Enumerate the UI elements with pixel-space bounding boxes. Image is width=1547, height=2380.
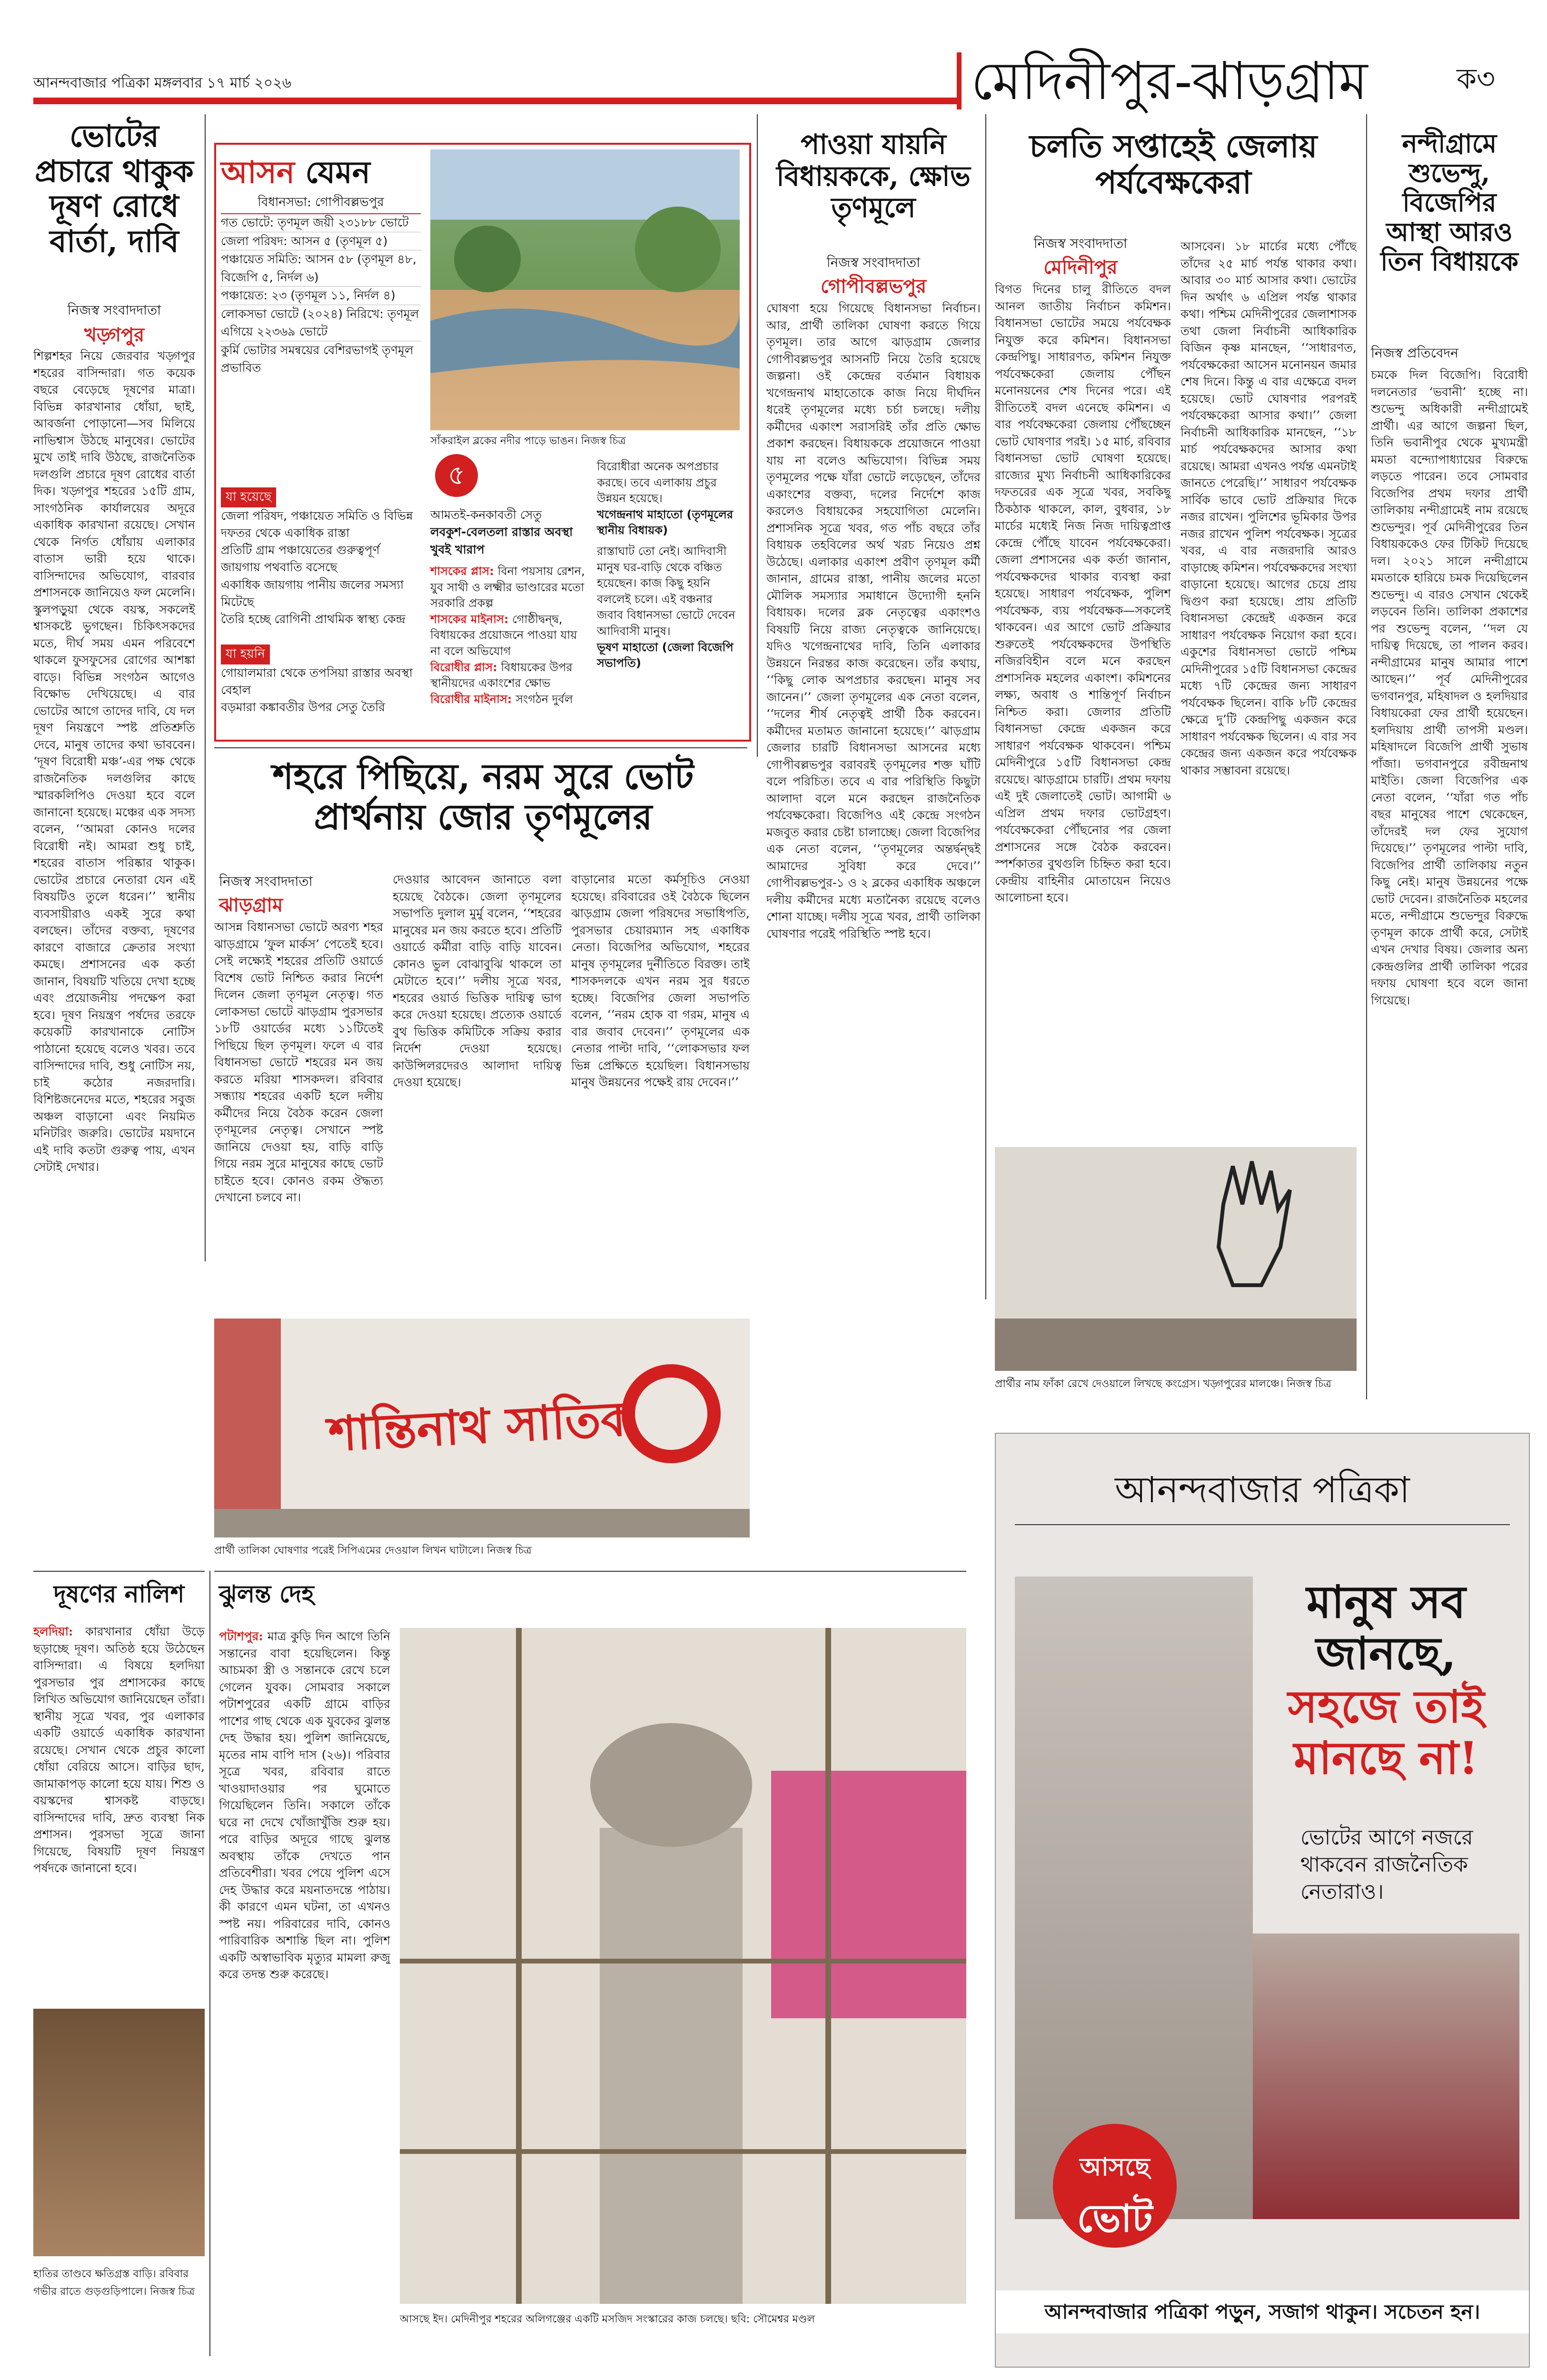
asan-done-label: যা হয়েছে xyxy=(221,487,276,507)
tree-shape xyxy=(635,207,721,292)
asan-done-list xyxy=(221,487,421,628)
story6-body-wrap xyxy=(33,1623,205,1994)
ad-crowd-photo xyxy=(1253,1934,1519,2219)
story3-byline: নিজস্ব সংবাদদাতা xyxy=(1033,236,1128,251)
asan-done-item: তৈরি হচ্ছে রোগিনী প্রাথমিক স্বাস্থ্য কেন্দ্র xyxy=(221,612,406,626)
asan-opinions xyxy=(430,564,587,707)
cpim-wall-photo xyxy=(214,1319,750,1537)
asan-riverbank-photo xyxy=(430,149,740,430)
asan-opinion xyxy=(430,564,587,612)
story2-dateline: গোপীবল্লভপুর xyxy=(820,275,927,298)
story4-body: চমকে দিল বিজেপি। বিরোধী দলনেতার ‘ভবানী’ হচ্ছে না। শুভেন্দু অধিকারী নন্দীগ্রামেই প্রার্থী। এর আগে জল্পনা ছিল, তিনি ভবানীপুর থেকে মুখ্যমন্ত্রী মমতা বন্দ্যোপাধ্যায়ের বিরুদ্ধে লড়তে পারেন। তবে সোমবার বিজেপির প্রথম দফার প্রার্থী তালিকায় নন্দীগ্রামেই নাম রয়েছে শুভেন্দুর। পূর্ব মেদিনীপুরের তিন বিধায়ককেও ফের টিকিট দিয়েছে দল। ২০২১ সালে নন্দীগ্রামে মমতাকে হারিয়ে চমক দিয়েছিলেন শুভেন্দু। এ বারও সেখান থেকেই লড়বেন তিনি। তালিকা প্রকাশের পর শুভেন্দু বলেন, ‘‘দল যে দায়িত্ব দিয়েছে, তা পালন করব। নন্দীগ্রামের মানুষ আমার পাশে আছেন।’’ পূর্ব মেদিনীপুরের ভগবানপুর, মহিষাদল ও হলদিয়ার বিধায়কেরা ফের প্রার্থী হয়েছেন। হলদিয়ায় প্রার্থী তাপসী মণ্ডল। মহিষাদলে বিজেপি প্রার্থী সুভাষ পাঁজা। ভগবানপুরে রবীন্দ্রনাথ মাইতি। জেলা বিজেপির এক নেতা বলেন, ‘‘যাঁরা গত পাঁচ বছর মানুষের পাশে থেকেছেন, তাঁদেরই দল ফের সুযোগ দিয়েছে।’’ তৃণমূলের পাল্টা দাবি, বিজেপির প্রার্থী তালিকায় নতুন কিছু নেই। মানুষ উন্নয়নের পক্ষে ভোট দেবেন। রাজনৈতিক মহলের মতে, নন্দীগ্রামে শুভেন্দুর বিরুদ্ধে তৃণমূল কাকে প্রার্থী করে, সেটাই এখন দেখার বিষয়। জেলার অন্য কেন্দ্রগুলির প্রার্থী তালিকা পরের দফায় ঘোষণা হবে বলে জানা গিয়েছে। xyxy=(1371,368,1528,1007)
column-rule xyxy=(209,1571,210,2356)
story3-body: বিগত দিনের চালু রীতিতে বদল আনল জাতীয় নির্বাচন কমিশন। বিধানসভা ভোটের সময়ে পর্যবেক্ষক নিযুক্ত করে কমিশন। বিধানসভা কেন্দ্রপিছু। সাধারণত, কমিশন নিযুক্ত পর্যবেক্ষকেরা জেলায় পৌঁছন মনোনয়নের শেষ দিনের পরে। এই রীতিতেই বদল এনেছে কমিশন। এ বার পর্যবেক্ষকেরা জেলায় পৌঁছচ্ছেন ভোট ঘোষণার পরই। ১৫ মার্চ, রবিবার বিধানসভা ভোট ঘোষণা হয়েছে। রাজ্যের মুখ্য নির্বাচনী আধিকারিকের দফতরের এক সূত্রে খবর, সবকিছু ঠিকঠাক থাকলে, কাল, বুধবার, ১৮ মার্চের মধ্যেই নিজ নিজ দায়িত্বপ্রাপ্ত কেন্দ্রে পৌঁছে যাবেন পর্যবেক্ষকেরা। জেলা প্রশাসনের এক কর্তা জানান, পর্যবেক্ষকদের থাকার ব্যবস্থা করা হয়েছে। সাধারণ পর্যবেক্ষক, পুলিশ পর্যবেক্ষক, ব্যয় পর্যবেক্ষক—সকলেই থাকবেন। এর আগে ভোট প্রক্রিয়ার শুরুতেই পর্যবেক্ষকদের উপস্থিতি নজিরবিহীন বলে মনে করছেন প্রশাসনিক মহলের একাংশ। কমিশনের লক্ষ্য, অবাধ ও শান্তিপূর্ণ নির্বাচন নিশ্চিত করা। জেলার প্রতিটি বিধানসভা কেন্দ্রে একজন করে সাধারণ পর্যবেক্ষক থাকবেন। পশ্চিম মেদিনীপুরে ১৫টি বিধানসভা কেন্দ্র রয়েছে। ঝাড়গ্রামে চারটি। প্রথম দফায় এই দুই জেলাতেই ভোট। আগামী ৬ এপ্রিল প্রথম দফার ভোটগ্রহণ। পর্যবেক্ষকেরা পৌঁছনোর পর জেলা প্রশাসনের সঙ্গে বৈঠক করবেন। স্পর্শকাতর বুথগুলি চিহ্নিত করা হবে। কেন্দ্রীয় বাহিনীর মোতায়েন নিয়েও আলোচনা হবে। xyxy=(995,282,1171,904)
asan-photo-illustration xyxy=(430,149,740,430)
minaret-shape xyxy=(600,1828,743,2304)
section-title: মেদিনীপুর-ঝাড়গ্রাম xyxy=(957,52,1442,109)
asan-mid-items xyxy=(430,506,587,558)
asan-opinion xyxy=(430,612,587,660)
cpim-photo-caption: প্রার্থী তালিকা ঘোষণার পরেই সিপিএমের দেওয়াল লিখন ঘাটালে। নিজস্ব চিত্র xyxy=(214,1545,532,1557)
asan-mid-item: লবকুশ-বেলতলা রাস্তার অবস্থা খুবই খারাপ xyxy=(430,525,573,556)
abp-advert xyxy=(995,1433,1530,2368)
opinion-label: শাসকের প্লাস: xyxy=(430,565,494,578)
ad-line2: সহজে তাই মানছে না! xyxy=(1288,1681,1485,1785)
story5-col2: দেওয়ার আবেদন জানাতে বলা হয়েছে বৈঠকে। জেলা তৃণমূলের সভাপতি দুলাল মুর্মু বলেন, ‘‘শহরের মানুষের মন জয় করতে হবে। প্রতিটি ওয়ার্ডে কর্মীরা বাড়ি বাড়ি যাবেন। কোনও ভুল বোঝাবুঝি থাকলে তা মেটাতে হবে।’’ দলীয় সূত্রে খবর, শহরের ওয়ার্ড ভিত্তিক দায়িত্ব ভাগ করে দেওয়া হয়েছে। প্রত্যেক ওয়ার্ডে বুথ ভিত্তিক কমিটিকে সক্রিয় করার নির্দেশ দেওয়া হয়েছে। কাউন্সিলরদেরও আলাদা দায়িত্ব দেওয়া হয়েছে। xyxy=(393,873,562,1089)
ad-footer: আনন্দবাজার পত্রিকা পড়ুন, সজাগ থাকুন। সচেতন হন। xyxy=(996,2291,1529,2333)
asan-facts xyxy=(221,214,421,377)
section-rule xyxy=(214,747,747,748)
river-shape xyxy=(430,308,740,373)
story5-col3: বাড়ানোর মতো কর্মসূচিও নেওয়া হয়েছে। রবিবারের ওই বৈঠকে ছিলেন ঝাড়গ্রাম জেলা পরিষদের সভাধিপতি, পুরসভার চেয়ারম্যান সহ একাধিক নেতা। বিজেপির অভিযোগ, শহরের মানুষ তৃণমূলের দুর্নীতিতে বিরক্ত। তাই শাসকদলকে এখন নরম সুর ধরতে হচ্ছে। বিজেপির জেলা সভাপতি বলেন, ‘‘নরম হোক বা গরম, মানুষ এ বার জবাব দেবেন।’’ তৃণমূলের এক নেতার পাল্টা দাবি, ‘‘লোকসভার ফল ভিন্ন প্রেক্ষিতে হয়েছিল। বিধানসভায় মানুষ উন্নয়নের পক্ষেই রায় দেবেন।’’ xyxy=(571,873,750,1089)
opinion-label: বিরোধীর প্লাস: xyxy=(430,660,497,674)
ad-sub: ভোটের আগে নজরে থাকবেন রাজনৈতিক নেতারাও। xyxy=(1300,1825,1473,1904)
asan-fact: লোকসভা ভোটে (২০২৪) নিরিখে: তৃণমূল এগিয়ে ২২৩৬৯ ভোটে xyxy=(221,305,421,341)
asan-done-item: প্রতিটি গ্রাম পঞ্চায়েতের গুরুত্বপূর্ণ জায়গায় পথবাতি বসেছে xyxy=(221,543,380,575)
story6-headline: দূষণের নালিশ xyxy=(53,1580,185,1608)
mosque-renovation-photo xyxy=(400,1628,966,2304)
story6-body: কারখানার ধোঁয়া উড়ে ছড়াচ্ছে দূষণ। অতিষ্ঠ হয়ে উঠেছেন বাসিন্দারা। এ বিষয়ে হলদিয়া পুরসভার পুর প্রশাসকের কাছে লিখিত অভিযোগ জানিয়েছেন তাঁরা। স্থানীয় সূত্রে খবর, পুর এলাকার একটি ওয়ার্ডে একাধিক কারখানা রয়েছে। সেখান থেকে প্রচুর কালো ধোঁয়া বেরিয়ে আসে। বাড়ির ছাদ, জামাকাপড় কালো হয়ে যায়। শিশু ও বয়স্কদের শ্বাসকষ্ট বাড়ছে। বাসিন্দাদের দাবি, দ্রুত ব্যবস্থা নিক প্রশাসন। পুরসভা সূত্রে জানা গিয়েছে, বিষয়টি দূষণ নিয়ন্ত্রণ পর্ষদকে জানানো হবে। xyxy=(33,1625,205,1875)
wall-photo-caption: প্রার্থীর নাম ফাঁকা রেখে দেওয়ালে লিখছে কংগ্রেস। খড়্গপুরের মালঞ্চে। নিজস্ব চিত্র xyxy=(995,1378,1331,1390)
asan-fact: কুর্মি ভোটার সমন্বয়ের বেশিরভাগই তৃণমূল প্রভাবিত xyxy=(221,343,414,375)
asan-fact: জেলা পরিষদ: আসন ৫ (তৃণমূল ৫) xyxy=(221,232,421,251)
wall-illustration xyxy=(995,1147,1357,1371)
ad-rule xyxy=(1015,1524,1510,1525)
story5-headline: শহরে পিছিয়ে, নরম সুরে ভোট প্রার্থনায় জোর তৃণমূলের xyxy=(272,756,694,838)
congress-wall-photo xyxy=(995,1147,1357,1371)
asan-quote: বিরোধীরা অনেক অপপ্রচার করছে। তবে এলাকায় প্রচুর উন্নয়ন হয়েছে। xyxy=(597,460,719,506)
asan-constituency: বিধানসভা: গোপীবল্লভপুর xyxy=(221,192,421,214)
story2-headline: পাওয়া যায়নি বিধায়ককে, ক্ষোভ তৃণমূলে xyxy=(776,128,971,224)
column-rule xyxy=(985,114,986,1299)
column-rule xyxy=(205,114,206,1261)
opinion-text: সংগঠন দুর্বল xyxy=(516,692,573,706)
asan-not-done-item: গোয়ালমারা থেকে তপসিয়া রাস্তার অবস্থা বেহাল xyxy=(221,665,413,697)
story1-byline: নিজস্ব সংবাদদাতা xyxy=(67,302,161,318)
opinion-text: গোষ্ঠীদ্বন্দ্ব, বিধায়কের প্রয়োজনে পাওয়া যায় না বলে অভিযোগ xyxy=(430,612,577,658)
story1-headline: ভোটের প্রচারে থাকুক দূষণ রোধে বার্তা, দাবি xyxy=(35,119,194,259)
asan-quotes xyxy=(597,459,740,672)
pink-wall-shape xyxy=(771,1771,966,2018)
asan-done-item: একাধিক জায়গায় পানীয় জলের সমস্যা মিটেছে xyxy=(221,577,404,609)
ad-badge-bottom: ভোট xyxy=(1077,2196,1153,2241)
cpim-wall-text: শান্তিনাথ সাতিক xyxy=(327,1390,635,1462)
story5-col1: আসন্ন বিধানসভা ভোটে অরণ্য শহর ঝাড়গ্রামে ‘ফুল মার্কস’ পেতেই হবে। সেই লক্ষ্যেই শহরের প্রতিটি ওয়ার্ডে বিশেষ ভোট নিশ্চিত করার নির্দেশ দিলেন জেলা তৃণমূল নেতৃত্ব। গত লোকসভা ভোটে ঝাড়গ্রাম পুরসভার ১৮টি ওয়ার্ডের মধ্যে ১১টিতেই পিছিয়ে ছিল তৃণমূল। ফলে এ বার বিধানসভা ভোটে শহরের মন জয় করতে মরিয়া শাসকদল। রবিবার সন্ধ্যায় শহরের একটি হলে দলীয় কর্মীদের নিয়ে বৈঠক করেন জেলা তৃণমূলের নেতৃত্ব। সেখানে স্পষ্ট জানিয়ে দেওয়া হয়, বাড়ি বাড়ি গিয়ে নরম সুরে মানুষের কাছে ভোট চাইতে হবে। কোনও রকম ঔদ্ধত্য দেখানো চলবে না। xyxy=(214,920,383,1204)
ad-person-photo xyxy=(1015,1577,1253,2219)
opinion-text: বিধায়কের উপর স্থানীয়দের একাংশের ক্ষোভ xyxy=(430,660,573,690)
story7-body: মাত্র কুড়ি দিন আগে তিনি সন্তানের বাবা হয়েছিলেন। কিন্তু আচমকা স্ত্রী ও সন্তানকে রেখে চলে গেলেন যুবক। সোমবার সকালে পটাশপুরের একটি গ্রামে বাড়ির পাশের গাছ থেকে এক যুবকের ঝুলন্ত দেহ উদ্ধার হয়। পুলিশ জানিয়েছে, মৃতের নাম বাপি দাস (২৬)। পরিবার সূত্রে খবর, রবিবার রাতে খাওয়াদাওয়ার পর ঘুমোতে গিয়েছিলেন তিনি। সকালে তাঁকে ঘরে না দেখে খোঁজাখুঁজি শুরু হয়। পরে বাড়ির অদূরে গাছে ঝুলন্ত অবস্থায় তাঁকে দেখতে পান প্রতিবেশীরা। খবর পেয়ে পুলিশ এসে দেহ উদ্ধার করে ময়নাতদন্তে পাঠায়। কী কারণে এমন ঘটনা, তা এখনও স্পষ্ট নয়। পরিবারের দাবি, কোনও পারিবারিক অশান্তি ছিল না। পুলিশ একটি অস্বাভাবিক মৃত্যুর মামলা রুজু করে তদন্ত শুরু করেছে। xyxy=(219,1629,390,1981)
story2-body: ঘোষণা হয়ে গিয়েছে বিধানসভা নির্বাচন। আর, প্রার্থী তালিকা ঘোষণা করতে গিয়ে তৃণমূল। তার আগে ঝাড়গ্রাম জেলার গোপীবল্লভপুর আসনটি নিয়ে তৈরি হয়েছে জল্পনা। ওই কেন্দ্রের বর্তমান বিধায়ক খগেন্দ্রনাথ মাহাতোকে কাজ নিয়ে দীর্ঘদিন ধরেই তৃণমূলের মধ্যে চর্চা চলছে। দলীয় কর্মীদের একাংশ সরাসরিই তাঁর প্রতি ক্ষোভ প্রকাশ করছেন। বিধায়ককে প্রয়োজনে পাওয়া যায় না বলেও অভিযোগ। বিভিন্ন সময় তৃণমূলের পক্ষে যাঁরা ভোটে লড়েছেন, তাঁদের একাংশের বক্তব্য, দলের নির্দেশে কাজ করলেও বিধায়কের সহযোগিতা মেলেনি। প্রশাসনিক সূত্রে খবর, গত পাঁচ বছরে তাঁর বিধায়ক তহবিলের অর্থ খরচ নিয়েও প্রশ্ন উঠেছে। এলাকার একাংশ প্রবীণ তৃণমূল কর্মী জানান, গ্রামের রাস্তা, পানীয় জলের মতো মৌলিক সমস্যার সমাধানে উদ্যোগী হননি বিধায়ক। দলের ব্লক নেতৃত্বের একাংশও বিষয়টি নিয়ে রাজ্য নেতৃত্বকে জানিয়েছে। যদিও খগেন্দ্রনাথের দাবি, তিনি এলাকার উন্নয়নে নিরন্তর কাজ করেছেন। তাঁর কথায়, ‘‘কিছু লোক অপপ্রচার করছেন। মানুষ সব জানেন।’’ জেলা তৃণমূলের এক নেতা বলেন, ‘‘দলের শীর্ষ নেতৃত্বই প্রার্থী ঠিক করবেন। কর্মীদের মতামত জানানো হয়েছে।’’ ঝাড়গ্রাম জেলার চারটি বিধানসভা আসনের মধ্যে গোপীবল্লভপুর বরাবরই তৃণমূলের শক্ত ঘাঁটি বলে পরিচিত। তবে এ বার পরিস্থিতি কিছুটা আলাদা বলে মনে করছেন রাজনৈতিক পর্যবেক্ষকেরা। বিজেপিও এই কেন্দ্রে সংগঠন মজবুত করার চেষ্টা চালাচ্ছে। জেলা বিজেপির এক নেতা বলেন, ‘‘তৃণমূলের অন্তর্দ্বন্দ্বই আমাদের সুবিধা করে দেবে।’’ গোপীবল্লভপুর-১ ও ২ ব্লকের একাধিক অঞ্চলে দলীয় কর্মীদের মধ্যে মতানৈক্য রয়েছে বলেও শোনা যাচ্ছে। দলীয় সূত্রে খবর, প্রার্থী তালিকা ঘোষণার পরেই পরিস্থিতি স্পষ্ট হবে। xyxy=(766,301,981,941)
section-rule xyxy=(33,1571,205,1572)
asan-box xyxy=(214,143,751,742)
column-rule xyxy=(757,114,758,757)
asan-not-done-list xyxy=(221,645,421,716)
story3-dateline: মেদিনীপুর xyxy=(1043,256,1118,278)
opinion-label: শাসকের মাইনাস: xyxy=(430,612,509,626)
ad-badge-top: আসছে xyxy=(1080,2152,1150,2182)
ad-line1: মানুষ সব জানছে, xyxy=(1306,1576,1466,1680)
column-rule xyxy=(1366,114,1367,1399)
asan-not-done-label: যা হয়নি xyxy=(221,645,270,664)
story4-byline: নিজস্ব প্রতিবেদন xyxy=(1371,345,1458,361)
tree-shape xyxy=(454,226,521,292)
story3-headline: চলতি সপ্তাহেই জেলায় পর্যবেক্ষকেরা xyxy=(1029,128,1318,201)
opinion-text: বিনা পয়সায় রেশন, যুব সাথী ও লক্ষ্মীর ভাণ্ডারের মতো সরকারি প্রকল্প xyxy=(430,565,585,610)
asan-logo-badge: ৫ xyxy=(435,454,478,497)
story1-dateline: খড়্গপুর xyxy=(84,324,145,346)
story6-dateline: হলদিয়া: xyxy=(33,1625,73,1638)
page-number: ক৩ xyxy=(1457,62,1495,96)
opinion-label: বিরোধীর মাইনাস: xyxy=(430,692,512,706)
ground-shape xyxy=(995,1319,1357,1371)
ad-brand: আনন্দবাজার পত্রিকা xyxy=(1115,1468,1410,1511)
masthead-red-rule xyxy=(33,98,962,104)
asan-fact: পঞ্চায়েত সমিতি: আসন ৫৮ (তৃণমূল ৪৮, বিজেপি ৫, নির্দল ৬) xyxy=(221,250,421,287)
ground-shape xyxy=(214,1509,750,1537)
asan-fact: পঞ্চায়েত: ২৩ (তৃণমূল ১১, নির্দল ৪) xyxy=(221,287,421,305)
section-rule xyxy=(214,1571,966,1572)
building-shape xyxy=(214,1319,281,1537)
asan-title-black: যেমন xyxy=(305,155,370,190)
story7-dateline: পটাশপুর: xyxy=(219,1629,263,1643)
asan-photo-caption: সাঁকরাইল ব্লকের নদীর পাড়ে ভাঙন। নিজস্ব চিত্র xyxy=(430,435,626,447)
asan-opinion xyxy=(430,660,587,692)
story7-headline: ঝুলন্ত দেহ xyxy=(219,1580,314,1608)
story3-body-col2: আসবেন। ১৮ মার্চের মধ্যে পৌঁছে তাঁদের ২৫ মার্চ পর্যন্ত থাকার কথা। আবার ৩০ মার্চ আসার কথা। ভোটের দিন অর্থাৎ ৬ এপ্রিল পর্যন্ত থাকার কথা। পশ্চিম মেদিনীপুরের জেলাশাসক তথা জেলা নির্বাচনী আধিকারিক বিজিন কৃষ্ণ মানছেন, ‘‘সাধারণত, পর্যবেক্ষকেরা আসেন মনোনয়ন জমার শেষ দিনে। কিন্তু এ বার এক্ষেত্রে বদল হয়েছে। ভোট ঘোষণার পরপরই পর্যবেক্ষকেরা আসার কথা।’’ জেলা নির্বাচনী আধিকারিক মানছেন, ‘‘১৮ মার্চ পর্যবেক্ষকদের আসার কথা রয়েছে। আমরা এখনও পর্যন্ত এমনটাই জানতে পেরেছি।’’ সাধারণ পর্যবেক্ষক সার্বিক ভাবে ভোট প্রক্রিয়ার দিকে নজর রাখেন। পুলিশের ভূমিকার উপর নজর রাখেন পুলিশ পর্যবেক্ষক। সূত্রের খবর, এ বার নজরদারি আরও বাড়াচ্ছে কমিশন। পর্যবেক্ষকদের সংখ্যা বাড়ানো হয়েছে। আগের চেয়ে প্রায় দ্বিগুণ করা হয়েছে। প্রায় প্রতিটি বিধানসভা কেন্দ্রেই একজন করে সাধারণ পর্যবেক্ষক নিয়োগ করা হবে। একুশের বিধানসভা ভোটে পশ্চিম মেদিনীপুরের ১৫টি বিধানসভা কেন্দ্রের মধ্যে ৭টি কেন্দ্রের জন্য সাধারণ পর্যবেক্ষক ছিলেন। বাকি ৮টি কেন্দ্রের ক্ষেত্রে দু’টি কেন্দ্রপিছু একজন করে সাধারণ পর্যবেক্ষক ছিলেন। এ বার সব কেন্দ্রের জন্য একজন করে পর্যবেক্ষক থাকার সম্ভাবনা রয়েছে। xyxy=(1180,239,1357,777)
story7-body-wrap xyxy=(219,1628,390,2323)
elephant-damage-photo xyxy=(33,2009,205,2256)
asan-quote-author: ভূষণ মাহাতো (জেলা বিজেপি সভাপতি) xyxy=(597,640,734,670)
asan-title-red: আসন xyxy=(221,155,295,190)
hand-symbol-icon xyxy=(1219,1161,1290,1285)
story5-dateline: ঝাড়গ্রাম xyxy=(219,894,283,916)
dome-shape xyxy=(590,1723,752,1847)
asan-mid-item: আমতই-কনকাবতী সেতু xyxy=(430,508,542,522)
story5-byline: নিজস্ব সংবাদদাতা xyxy=(219,873,313,889)
asan-opinion xyxy=(430,692,587,708)
story4-headline: নন্দীগ্রামে শুভেন্দু, বিজেপির আস্থা আরও তিন বিধায়কে xyxy=(1380,128,1518,277)
asan-fact: গত ভোটে: তৃণমূল জয়ী ২৩১৮৮ ভোটে xyxy=(221,214,421,232)
story6-photo-caption: হাতির তাণ্ডবে ক্ষতিগ্রস্ত বাড়ি। রবিবার গভীর রাতে গুড়গুড়িপালে। নিজস্ব চিত্র xyxy=(33,2268,195,2298)
mosque-illustration xyxy=(400,1628,966,2304)
ad-vote-badge xyxy=(1053,2124,1177,2248)
paper-date: আনন্দবাজার পত্রিকা মঙ্গলবার ১৭ মার্চ ২০২৬ xyxy=(33,75,292,91)
asan-not-done-item: বড়মারা কঙ্কাবতীর উপর সেতু তৈরি xyxy=(221,700,386,714)
hammer-sickle-icon xyxy=(628,1371,714,1457)
asan-quote: রাস্তাঘাট তো নেই। আদিবাসী মানুষ ঘর-বাড়ি থেকে বঞ্চিত হয়েছেন। কাজ কিছু হয়নি বললেই চলে। এই বঞ্চনার জবাব বিধানসভা ভোটে দেবেন আদিবাসী মানুষ। xyxy=(597,544,735,638)
story1-body: শিল্পশহর নিয়ে জেরবার খড়্গপুর শহরের বাসিন্দারা। গত কয়েক বছরে বেড়েছে দূষণের মাত্রা। বিভিন্ন কারখানার ধোঁয়া, ছাই, আবর্জনা পোড়ানো—সব মিলিয়ে নাভিশ্বাস উঠছে মানুষের। ভোটের মুখে তাই দাবি উঠছে, রাজনৈতিক দলগুলি প্রচারে দূষণ রোধের বার্তা দিক। খড়্গপুর শহরের ১৫টি গ্রাম, সাংগঠনিক কার্যালয়ের অদূরে একাধিক কারখানা রয়েছে। সেখান থেকে নির্গত ধোঁয়ায় এলাকার বাতাস ভারী হয়ে থাকে। বাসিন্দাদের অভিযোগ, বারবার প্রশাসনকে জানিয়েও ফল মেলেনি। স্কুলপড়ুয়া থেকে বয়স্ক, সকলেই শ্বাসকষ্টে ভুগছেন। চিকিৎসকদের মতে, দীর্ঘ সময় এমন পরিবেশে থাকলে ফুসফুসের রোগের আশঙ্কা বাড়ে। বিভিন্ন সংগঠন আগেও বিক্ষোভ দেখিয়েছে। এ বার ভোটের আগে তাদের দাবি, যে দল দূষণ নিয়ন্ত্রণে স্পষ্ট প্রতিশ্রুতি দেবে, মানুষ তাদের কথা ভাববেন। ‘দূষণ বিরোধী মঞ্চ’-এর পক্ষ থেকে রাজনৈতিক দলগুলির কাছে স্মারকলিপিও দেওয়া হবে বলে জানানো হয়েছে। মঞ্চের এক সদস্য বলেন, ‘‘আমরা কোনও দলের বিরোধী নই। আমরা শুধু চাই, শহরের বাতাস পরিষ্কার থাকুক। ভোটের প্রচারে নেতারা যেন এই বিষয়টিও তুলে ধরেন।’’ স্থানীয় ব্যবসায়ীরাও একই সুরে কথা বলছেন। তাঁদের বক্তব্য, দূষণের কারণে বাজারে ক্রেতার সংখ্যা কমছে। প্রশাসনের এক কর্তা জানান, বিষয়টি খতিয়ে দেখা হচ্ছে এবং প্রয়োজনীয় পদক্ষেপ করা হবে। দূষণ নিয়ন্ত্রণ পর্ষদের তরফে কয়েকটি কারখানাকে নোটিস পাঠানো হয়েছে বলেও খবর। তবে বাসিন্দাদের দাবি, শুধু নোটিস নয়, চাই কঠোর নজরদারি। বিশিষ্টজনেদের মতে, শহরের সবুজ অঞ্চল বাড়ানো এবং নিয়মিত মনিটরিং জরুরি। ভোটের ময়দানে এই দাবি কতটা গুরুত্ব পায়, এখন সেটাই দেখার। xyxy=(33,349,195,1174)
story2-byline: নিজস্ব সংবাদদাতা xyxy=(826,255,921,270)
asan-quote-author: খগেন্দ্রনাথ মাহাতো (তৃণমূলের স্থানীয় বিধায়ক) xyxy=(597,507,734,537)
story7-photo-caption: আসছে ইদ। মেদিনীপুর শহরের অলিগঞ্জের একটি মসজিদ সংস্কারের কাজ চলছে। ছবি: সৌমেশ্বর মণ্ডল xyxy=(400,2313,815,2325)
asan-done-item: জেলা পরিষদ, পঞ্চায়েত সমিতি ও বিভিন্ন দফতর থেকে একাধিক রাস্তা xyxy=(221,508,413,540)
